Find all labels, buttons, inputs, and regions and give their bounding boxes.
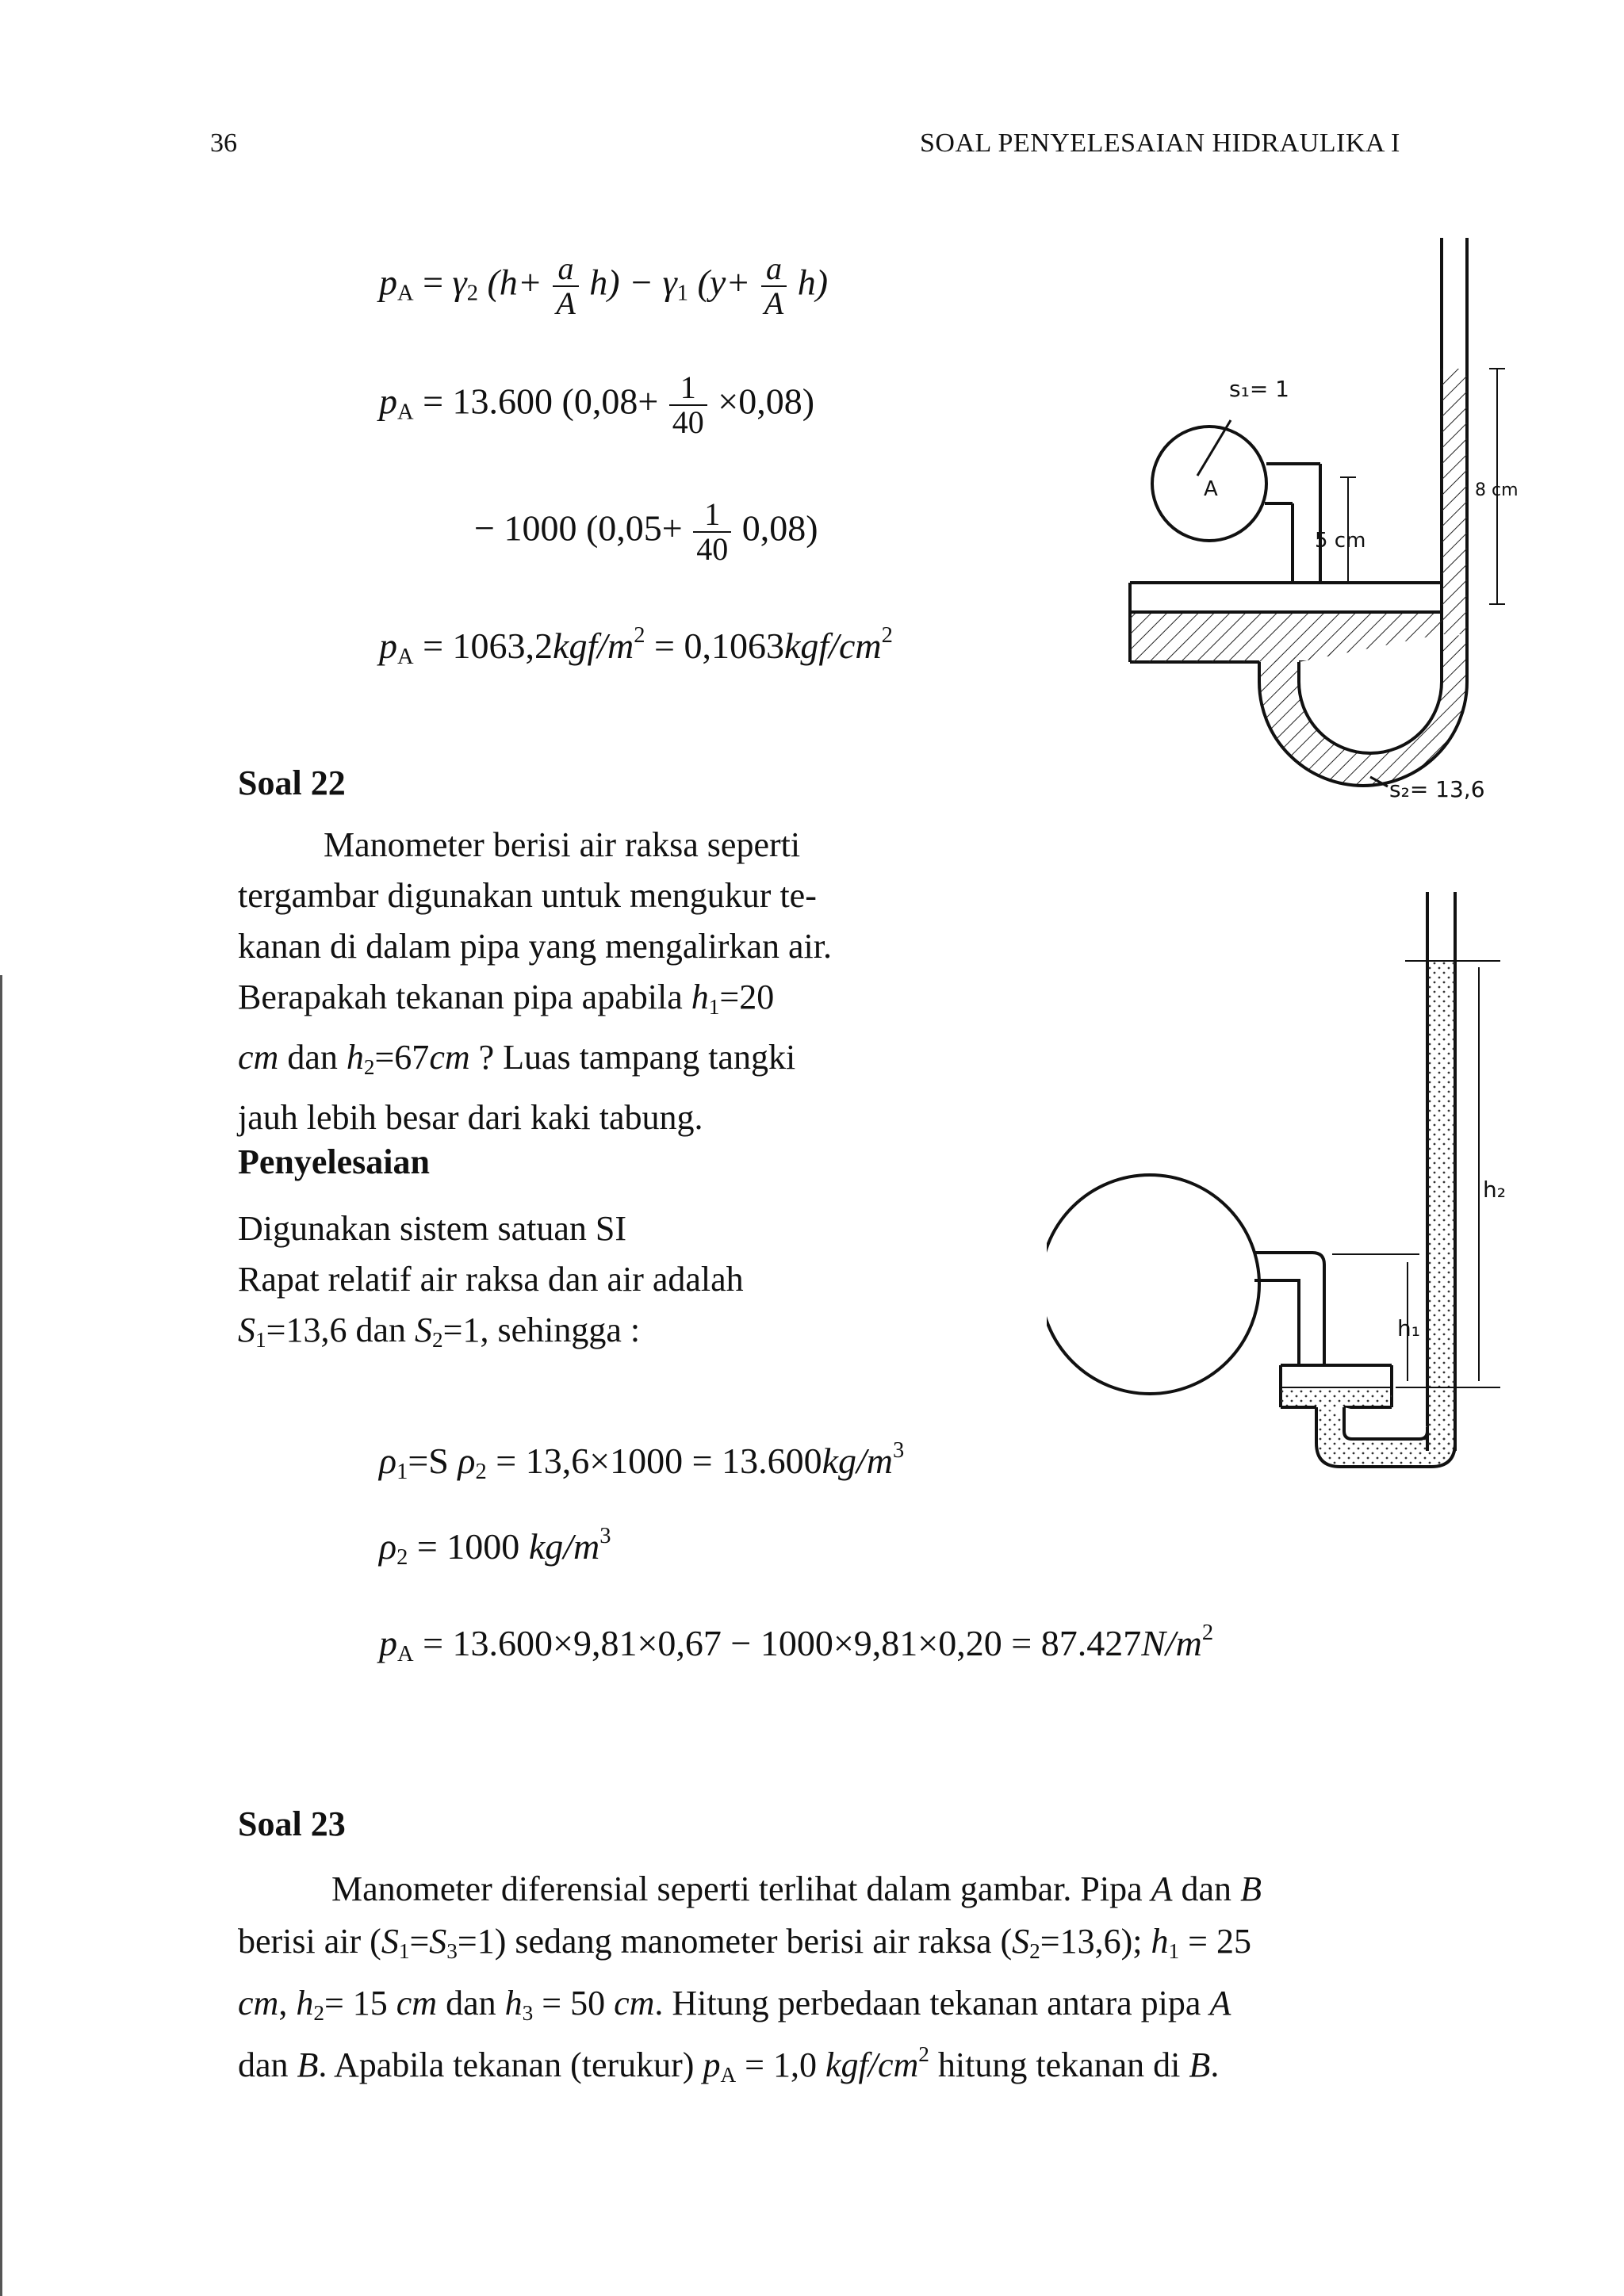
running-title: SOAL PENYELESAIAN HIDRAULIKA I [920, 128, 1400, 158]
equation-rho1: $\rho_1=S$ $\rho_2 = 13,6\times 1000 = 13.600kg/m^3$ [379, 1438, 905, 1485]
manometer-figure-2 [1047, 880, 1538, 1498]
penyelesaian-text: Digunakan sistem satuan SI Rapat relatif air raksa dan air adalah $S_1=13,6$ dan $S_2=1$, sehingga : [238, 1209, 744, 1352]
heading-soal-23: Soal 23 [238, 1804, 346, 1843]
label-8cm: 8 cm [1475, 480, 1519, 500]
soal-22-text: Manometer berisi air raksa seperti tergambar digunakan untuk mengukur te- kanan di dalam pipa yang mengalirkan air. Berapakah tekanan pipa apabila $h_1=20$ cm dan $h_2=67cm$ ? Luas tampang tangki jauh lebih besar dari kaki tabung. [238, 825, 832, 1137]
equation-pa-general: $p_A = \gamma_2$ (h+ $\frac{a}{A}$ $h) - \gamma_1$ (y+ $\frac{a}{A}$ h) [379, 251, 829, 321]
label-h2: h₂ [1483, 1177, 1506, 1203]
equation-rho2: $\rho_2 = 1000$ $kg/m^3$ [379, 1524, 611, 1571]
soal-23-text: Manometer diferensial seperti terlihat dalam gambar. Pipa A dan B berisi air $(S_1=S_3=1)$ sedang manometer berisi air raksa $(S_2=13,6)$; $h_1 = 25$ cm, $h_2= 15$ cm dan $h_3 = 50$ cm. Hitung perbedaan tekanan antara pipa A dan B. Apabila tekanan (terukur) $p_A = 1,0$ kgf/$cm^2$ hitung tekanan di B. [238, 1869, 1262, 2087]
equation-pa-result: $p_A = 1063,2kgf/m^2 = 0,1063kgf/cm^2$ [379, 623, 893, 670]
equation-pa-si-result: $p_A = 13.600\times 9,81\times 0,67 - 1000\times 9,81\times 0,20 = 87.427N/m^2$ [379, 1621, 1214, 1667]
label-a: A [1204, 477, 1218, 501]
equation-pa-substitution-2: − 1000 (0,05+ $\frac{1}{40}$ 0,08) [474, 496, 818, 567]
heading-penyelesaian: Penyelesaian [238, 1142, 430, 1181]
heading-soal-22: Soal 22 [238, 763, 346, 802]
scan-edge-line [0, 975, 2, 2296]
page-number: 36 [210, 128, 237, 158]
equation-pa-substitution: $p_A = 13.600$ (0,08+ $\frac{1}{40}$ ×0,08) [379, 369, 815, 440]
label-5cm: 5 cm [1315, 529, 1366, 553]
label-s2: s₂= 13,6 [1389, 776, 1485, 802]
label-s1: s₁= 1 [1229, 376, 1289, 402]
label-h1: h₁ [1397, 1315, 1420, 1341]
manometer-figure-1 [1102, 222, 1546, 809]
